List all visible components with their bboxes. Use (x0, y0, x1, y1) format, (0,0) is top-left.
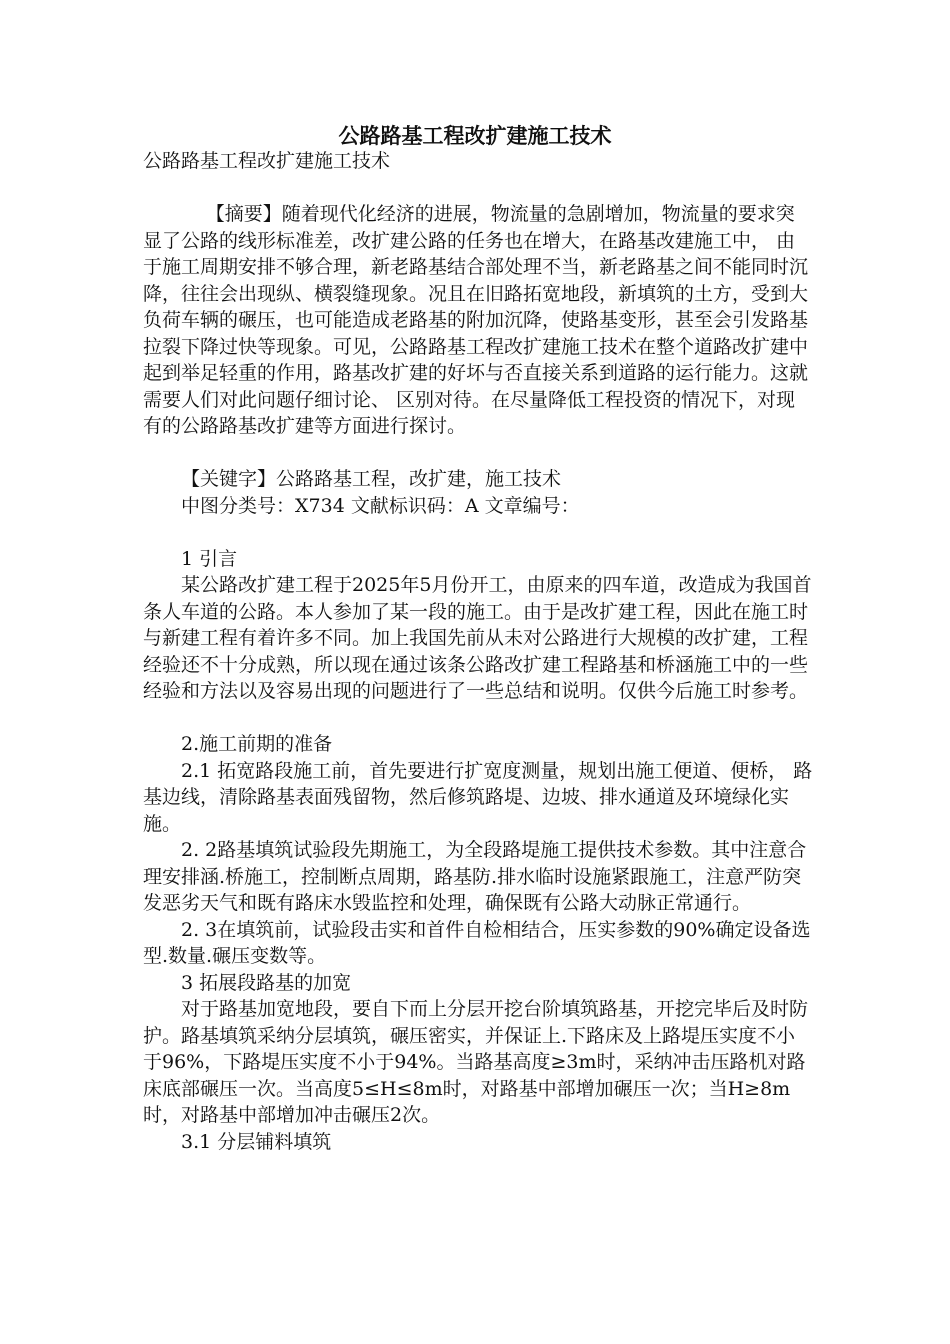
abstract-paragraph: 【摘要】随着现代化经济的进展，物流量的急剧增加，物流量的要求突显了公路的线形标准差，改扩建公路的任务也在增大，在路基改建施工中， 由于施工周期安排不够合理，新老路基结合部处理不当，新老路基之间不能同时沉降，往往会出现纵、横裂缝现象。况且在旧路拓宽地段，新填筑的土方，受到大负荷车辆的碾压，也可能造成老路基的附加沉降，使路基变形，甚至会引发路基拉裂下降过快等现象。可见，公路路基工程改扩建施工技术在整个道路改扩建中起到举足轻重的作用，路基改扩建的好坏与否直接关系到道路的运行能力。这就需要人们对此问题仔细讨论、 区别对待。在尽量降低工程投资的情况下，对现有的公路路基改扩建等方面进行探讨。 (143, 203, 809, 437)
section-2-1-paragraph: 2.1 拓宽路段施工前，首先要进行扩宽度测量，规划出施工便道、便桥， 路基边线，清除路基表面残留物，然后修筑路堤、边坡、排水通道及环境绿化实施。 (143, 759, 813, 835)
spacer (143, 705, 813, 732)
document-body (143, 148, 813, 1155)
keywords-line: 【关键字】公路路基工程，改扩建，施工技术 (181, 468, 562, 490)
section-2-2-paragraph: 2. 2路基填筑试验段先期施工，为全段路堤施工提供技术参数。其中注意合理安排涵.桥施工，控制断点周期，路基防.排水临时设施紧跟施工，注意严防突发恶劣天气和既有路床水毁监控和处理，确保既有公路大动脉正常通行。 (143, 839, 807, 914)
section-2-3-paragraph: 2. 3在填筑前，试验段击实和首件自检相结合，压实参数的90%确定设备选型.数量.碾压变数等。 (143, 918, 811, 967)
spacer (143, 440, 813, 467)
document-subtitle: 公路路基工程改扩建施工技术 (143, 150, 391, 172)
section-2-heading: 2.施工前期的准备 (181, 733, 333, 755)
section-1-paragraph: 某公路改扩建工程于2025年5月份开工，由原来的四车道，改造成为我国首条人车道的公路。本人参加了某一段的施工。由于是改扩建工程，因此在施工时与新建工程有着许多不同。加上我国先前从未对公路进行大规模的改扩建，工程经验还不十分成熟，所以现在通过该条公路改扩建工程路基和桥涵施工中的一些经验和方法以及容易出现的问题进行了一些总结和说明。仅供今后施工时参考。 (143, 574, 812, 702)
classification-line: 中图分类号：X734 文献标识码：A 文章编号： (181, 494, 580, 517)
spacer (143, 519, 813, 546)
document-title: 公路路基工程改扩建施工技术 (338, 123, 612, 148)
section-3-paragraph: 对于路基加宽地段，要自下而上分层开挖台阶填筑路基，开挖完毕后及时防护。路基填筑采纳分层填筑，碾压密实，并保证上.下路床及上路堤压实度不小于96%，下路堤压实度不小于94%。当路基高度≥3m时，采纳冲击压路机对路床底部碾压一次。当高度5≤H≤8m时，对路基中部增加碾压一次；当H≥8m时，对路基中部增加冲击碾压2次。 (143, 998, 809, 1126)
section-1-heading: 1 引言 (181, 547, 238, 570)
section-3-1-heading: 3.1 分层铺料填筑 (181, 1130, 332, 1153)
section-3-heading: 3 拓展段路基的加宽 (181, 971, 352, 994)
spacer (143, 175, 813, 202)
